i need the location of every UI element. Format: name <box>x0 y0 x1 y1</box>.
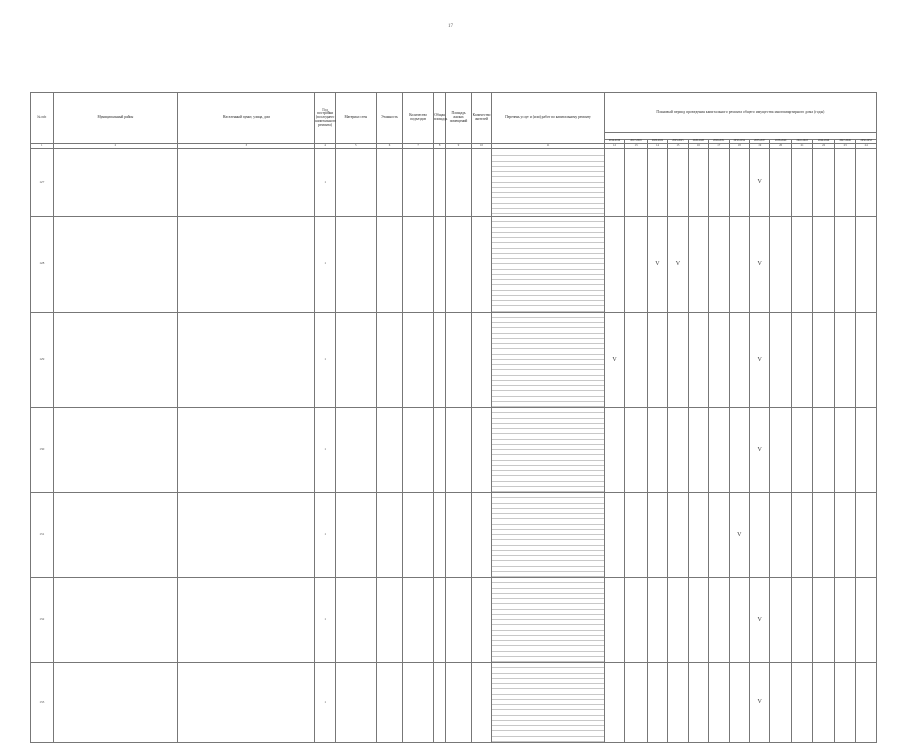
period-cell <box>749 217 769 313</box>
column-index-13: 13 <box>625 144 648 149</box>
column-index-12: 12 <box>604 144 624 149</box>
address-cell <box>178 408 315 493</box>
year-cell: 1 <box>315 663 335 743</box>
municipality-cell <box>53 408 178 493</box>
year-cell: 1 <box>315 149 335 217</box>
table-row <box>31 578 877 663</box>
column-index-24: 24 <box>856 144 877 149</box>
period-cell <box>791 217 812 313</box>
period-cell <box>791 408 812 493</box>
header-works: Перечень услуг и (или) работ по капитальному ремонту <box>492 93 605 144</box>
period-cell <box>709 408 729 493</box>
column-index-7: 7 <box>403 144 434 149</box>
period-cell <box>791 312 812 408</box>
repair-mark: V <box>757 699 762 706</box>
address-cell <box>178 578 315 663</box>
living-area-cell <box>446 578 472 663</box>
period-cell <box>749 578 769 663</box>
floors-cell <box>376 578 403 663</box>
period-cell <box>709 578 729 663</box>
period-cell <box>668 408 688 493</box>
period-cell <box>688 663 708 743</box>
header-residents: Количество жителей <box>471 93 491 144</box>
table-body <box>31 149 877 743</box>
period-cell <box>834 149 855 217</box>
row-number: 129 <box>31 312 54 408</box>
period-cell <box>647 578 667 663</box>
row-number: 132 <box>31 578 54 663</box>
period-cell <box>647 312 667 408</box>
column-index-23: 23 <box>834 144 855 149</box>
period-3: 2020-2022 <box>647 140 667 144</box>
total-area-cell <box>433 312 445 408</box>
header-material-walls: Материал стен <box>335 93 376 144</box>
living-area-cell <box>446 149 472 217</box>
period-cell <box>688 312 708 408</box>
period-cell <box>709 493 729 578</box>
period-cell <box>604 149 624 217</box>
floors-cell <box>376 493 403 578</box>
header-address: Населенный пункт, улица, дом <box>178 93 315 144</box>
period-cell <box>749 312 769 408</box>
period-cell <box>729 663 749 743</box>
column-index-3: 3 <box>178 144 315 149</box>
period-13: 2050-2052 <box>856 140 877 144</box>
period-cell <box>709 663 729 743</box>
repair-mark: V <box>757 356 762 363</box>
repair-mark: V <box>612 356 617 363</box>
floors-cell <box>376 217 403 313</box>
period-cell <box>729 578 749 663</box>
period-cell <box>604 663 624 743</box>
year-cell: 1 <box>315 312 335 408</box>
year-cell: 1 <box>315 493 335 578</box>
period-cell <box>770 312 791 408</box>
living-area-cell <box>446 493 472 578</box>
period-cell <box>625 493 648 578</box>
entrances-cell <box>403 312 434 408</box>
column-index-19: 19 <box>749 144 769 149</box>
entrances-cell <box>403 493 434 578</box>
works-list-cell <box>492 312 605 408</box>
period-cell <box>668 663 688 743</box>
municipality-cell <box>53 663 178 743</box>
period-cell <box>729 408 749 493</box>
period-cell <box>749 408 769 493</box>
period-10: 2041-2043 <box>791 140 812 144</box>
period-cell <box>856 493 877 578</box>
address-cell <box>178 312 315 408</box>
material-cell <box>335 493 376 578</box>
works-list-cell <box>492 408 605 493</box>
table-row <box>31 663 877 743</box>
material-cell <box>335 578 376 663</box>
period-9: 2038-2040 <box>770 140 791 144</box>
municipality-cell <box>53 578 178 663</box>
period-cell <box>729 312 749 408</box>
period-cell <box>647 217 667 313</box>
period-cell <box>856 578 877 663</box>
residents-cell <box>471 408 491 493</box>
period-cell <box>604 578 624 663</box>
floors-cell <box>376 149 403 217</box>
capital-repair-schedule-table <box>30 92 877 743</box>
column-index-15: 15 <box>668 144 688 149</box>
period-cell <box>647 663 667 743</box>
work-item <box>492 209 604 214</box>
column-index-16: 16 <box>688 144 708 149</box>
total-area-cell <box>433 149 445 217</box>
work-item <box>492 487 604 492</box>
address-cell <box>178 663 315 743</box>
column-index-21: 21 <box>791 144 812 149</box>
entrances-cell <box>403 217 434 313</box>
period-cell <box>688 578 708 663</box>
period-cell <box>625 578 648 663</box>
material-cell <box>335 312 376 408</box>
column-index-10: 10 <box>471 144 491 149</box>
period-cell <box>668 217 688 313</box>
column-index-1: 1 <box>31 144 54 149</box>
period-cell <box>856 149 877 217</box>
period-cell <box>834 217 855 313</box>
works-list-cell <box>492 578 605 663</box>
residents-cell <box>471 493 491 578</box>
period-cell <box>834 578 855 663</box>
row-number: 128 <box>31 217 54 313</box>
column-index-6: 6 <box>376 144 403 149</box>
table-row <box>31 149 877 217</box>
entrances-cell <box>403 149 434 217</box>
floors-cell <box>376 408 403 493</box>
period-5: 2026-2028 <box>688 140 708 144</box>
period-cell <box>604 312 624 408</box>
column-index-22: 22 <box>813 144 834 149</box>
column-index-14: 14 <box>647 144 667 149</box>
municipality-cell <box>53 217 178 313</box>
column-index-9: 9 <box>446 144 472 149</box>
works-list-cell <box>492 663 605 743</box>
period-cell <box>688 217 708 313</box>
period-cell <box>856 408 877 493</box>
residents-cell <box>471 217 491 313</box>
header-municipality: Муниципальный район <box>53 93 178 144</box>
works-list-cell <box>492 217 605 313</box>
material-cell <box>335 149 376 217</box>
period-cell <box>729 149 749 217</box>
table-row <box>31 217 877 313</box>
table-row <box>31 493 877 578</box>
header-entrances: Количество подъездов <box>403 93 434 144</box>
living-area-cell <box>446 408 472 493</box>
period-2: 2017-2019 <box>625 140 648 144</box>
period-1: 2014-2016 <box>604 140 624 144</box>
works-list-cell <box>492 149 605 217</box>
row-number: 131 <box>31 493 54 578</box>
repair-mark: V <box>655 261 660 268</box>
municipality-cell <box>53 493 178 578</box>
period-cell <box>688 149 708 217</box>
period-cell <box>813 493 834 578</box>
period-cell <box>834 493 855 578</box>
total-area-cell <box>433 408 445 493</box>
period-cell <box>729 493 749 578</box>
row-number: 133 <box>31 663 54 743</box>
total-area-cell <box>433 217 445 313</box>
period-cell <box>770 408 791 493</box>
entrances-cell <box>403 408 434 493</box>
period-4: 2023-2025 <box>668 140 688 144</box>
period-cell <box>813 149 834 217</box>
header-floors: Этажность <box>376 93 403 144</box>
living-area-cell <box>446 312 472 408</box>
period-cell <box>813 408 834 493</box>
period-cell <box>668 578 688 663</box>
period-cell <box>770 578 791 663</box>
repair-mark: V <box>675 261 681 268</box>
residents-cell <box>471 578 491 663</box>
period-cell <box>813 217 834 313</box>
table-row <box>31 408 877 493</box>
period-cell <box>856 663 877 743</box>
row-number: 127 <box>31 149 54 217</box>
period-cell <box>647 408 667 493</box>
period-cell <box>813 578 834 663</box>
residents-cell <box>471 149 491 217</box>
work-item <box>492 657 604 662</box>
column-index-18: 18 <box>729 144 749 149</box>
period-cell <box>729 217 749 313</box>
repair-mark: V <box>737 531 742 538</box>
period-cell <box>770 493 791 578</box>
period-cell <box>604 493 624 578</box>
header-period-title: Плановый период проведения капитального ремонта общего имущества многоквартирного дома (годы) <box>604 93 876 133</box>
total-area-cell <box>433 663 445 743</box>
residents-cell <box>471 312 491 408</box>
repair-mark: V <box>757 261 762 268</box>
period-cell <box>625 663 648 743</box>
period-cell <box>625 217 648 313</box>
year-cell: 1 <box>315 578 335 663</box>
column-index-4: 4 <box>315 144 335 149</box>
total-area-cell <box>433 493 445 578</box>
column-index-2: 2 <box>53 144 178 149</box>
repair-mark: V <box>757 616 762 623</box>
period-8: 2035-2037 <box>749 140 769 144</box>
period-cell <box>647 493 667 578</box>
header-num: № п/п <box>31 93 54 144</box>
period-cell <box>834 312 855 408</box>
column-index-11: 11 <box>492 144 605 149</box>
period-cell <box>625 312 648 408</box>
period-cell <box>709 149 729 217</box>
period-cell <box>791 149 812 217</box>
municipality-cell <box>53 149 178 217</box>
floors-cell <box>376 663 403 743</box>
period-cell <box>625 149 648 217</box>
period-cell <box>834 663 855 743</box>
period-7: 2032-2034 <box>729 140 749 144</box>
material-cell <box>335 217 376 313</box>
year-cell: 1 <box>315 217 335 313</box>
period-cell <box>856 312 877 408</box>
work-item <box>492 572 604 577</box>
column-index-20: 20 <box>770 144 791 149</box>
work-item <box>492 402 604 407</box>
total-area-cell <box>433 578 445 663</box>
period-cell <box>813 663 834 743</box>
period-cell <box>604 217 624 313</box>
period-cell <box>791 578 812 663</box>
period-cell <box>791 663 812 743</box>
entrances-cell <box>403 578 434 663</box>
floors-cell <box>376 312 403 408</box>
column-index-8: 8 <box>433 144 445 149</box>
living-area-cell <box>446 663 472 743</box>
column-index-17: 17 <box>709 144 729 149</box>
period-cell <box>604 408 624 493</box>
period-cell <box>749 663 769 743</box>
address-cell <box>178 217 315 313</box>
period-cell <box>709 312 729 408</box>
material-cell <box>335 663 376 743</box>
table-row <box>31 312 877 408</box>
period-cell <box>770 217 791 313</box>
column-index-5: 5 <box>335 144 376 149</box>
entrances-cell <box>403 663 434 743</box>
address-cell <box>178 149 315 217</box>
period-cell <box>688 493 708 578</box>
repair-mark: V <box>757 179 762 186</box>
period-cell <box>834 408 855 493</box>
period-cell <box>749 149 769 217</box>
work-item <box>492 306 604 311</box>
period-cell <box>647 149 667 217</box>
municipality-cell <box>53 312 178 408</box>
period-11: 2044-2046 <box>813 140 834 144</box>
living-area-cell <box>446 217 472 313</box>
works-list-cell <box>492 493 605 578</box>
period-cell <box>791 493 812 578</box>
work-item <box>492 737 604 742</box>
header-total-area: Общая площадь <box>433 93 445 144</box>
period-cell <box>625 408 648 493</box>
page-number: 17 <box>448 24 453 29</box>
period-cell <box>770 663 791 743</box>
residents-cell <box>471 663 491 743</box>
header-living-area: Площадь жилых помещений <box>446 93 472 144</box>
period-cell <box>770 149 791 217</box>
address-cell <box>178 493 315 578</box>
row-number: 130 <box>31 408 54 493</box>
repair-mark: V <box>757 446 762 453</box>
header-building-year: Год постройки (последнего капитального ремонта) <box>315 93 335 144</box>
period-cell <box>668 312 688 408</box>
period-cell <box>668 149 688 217</box>
period-12: 2047-2049 <box>834 140 855 144</box>
period-cell <box>749 493 769 578</box>
period-cell <box>709 217 729 313</box>
year-cell: 1 <box>315 408 335 493</box>
period-cell <box>813 312 834 408</box>
period-cell <box>856 217 877 313</box>
period-6: 2029-2031 <box>709 140 729 144</box>
period-cell <box>668 493 688 578</box>
period-cell <box>688 408 708 493</box>
material-cell <box>335 408 376 493</box>
